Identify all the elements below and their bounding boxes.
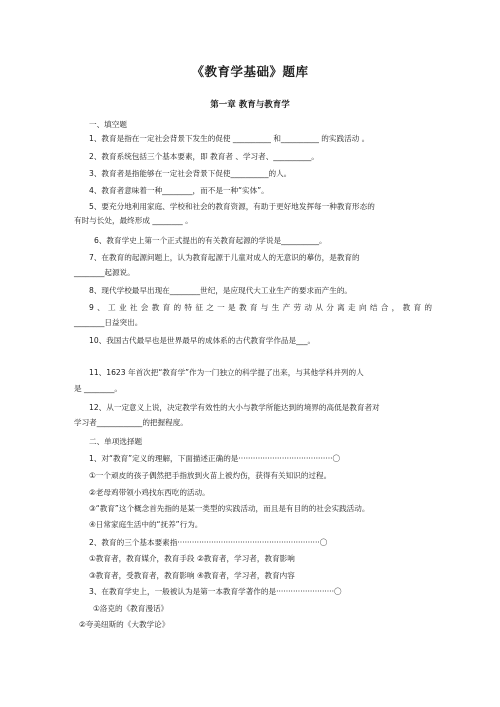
section-heading-fill-blank: 一、填空题 xyxy=(89,120,127,129)
question-line: 6、教育学史上第一个正式提出的有关教育起源的学说是__________。 xyxy=(94,236,327,245)
question-line: 有时与长处，最终形成 ________ 。 xyxy=(74,216,193,225)
option-line: ④日常家庭生活中的“抚养”行为。 xyxy=(89,520,203,529)
question-line: 8、现代学校最早出现在________世纪，是应现代大工业生产的要求而产生的。 xyxy=(89,286,353,295)
question-line: 7、在教育的起源问题上，认为教育起源于儿童对成人的无意识的摹仿，是教育的 xyxy=(89,253,360,262)
question-line: 3、在教育学史上，一般被认为是第一本教育学著作的是························〇 xyxy=(89,587,342,596)
document-title: 《教育学基础》题库 xyxy=(191,64,309,79)
section-heading-single-choice: 二、单项选择题 xyxy=(89,437,143,446)
question-line: 10、我国古代最早也是世界最早的成体系的古代教育学作品是___。 xyxy=(89,336,316,345)
option-line: ①教育者，教育媒介，教育手段 ②教育者，学习者，教育影响 xyxy=(89,554,295,563)
question-line: 9、工业社会教育的特征之一是教育与生产劳动从分离走向结合，教育的 xyxy=(89,303,432,312)
question-line: 2、教育系统包括三个基本要素，即 教育者 、学习者、__________。 xyxy=(89,152,319,161)
question-line: 4、教育者意味着一种________，而不是一种“实体”。 xyxy=(89,186,269,195)
option-line: ①洛克的《教育漫话》 xyxy=(93,604,169,613)
option-line: ②老母鸡带领小鸡找东西吃的活动。 xyxy=(89,488,210,497)
question-line: 5、要充分地利用家庭、学校和社会的教育资源，有助于更好地发挥每一种教育形态的 xyxy=(89,202,375,211)
option-line: ③教育者，受教育者，教育影响 ④教育者，学习者，教育内容 xyxy=(89,571,295,580)
question-line: 3、教育者是指能够在一定社会背景下促使__________的人。 xyxy=(89,169,292,178)
question-line: 1、教育是指在一定社会背景下发生的促使 __________ 和__________ 的实践活动 。 xyxy=(89,134,370,143)
option-line: ③“教育”这个概念首先指的是某一类型的实践活动，而且是有目的的社会实践活动。 xyxy=(89,504,370,513)
chapter-heading: 第一章 教育与教育学 xyxy=(210,100,290,110)
question-line: ________日益突出。 xyxy=(74,318,143,327)
question-line: ________起源说。 xyxy=(74,268,135,277)
question-line: 是 ________。 xyxy=(74,384,122,393)
question-line: 11、1623 年首次把“教育学”作为一门独立的科学提了出来，与其他学科并列的人 xyxy=(89,368,364,377)
question-line: 1、对“教育”定义的理解，下面描述正确的是·······································〇 xyxy=(89,454,341,463)
question-line: 2、教育的三个基本要素指···························································〇 xyxy=(89,538,328,547)
question-line: 12、从一定意义上说，决定教学有效性的大小与教学所能达到的境界的高低是教育者对 xyxy=(89,403,380,412)
option-line: ②夸美纽斯的《大教学论》 xyxy=(79,620,170,629)
question-line: 学习者____________的把握程度。 xyxy=(74,418,188,427)
option-line: ①一个顽皮的孩子偶然把手指放到火苗上被灼伤，获得有关知识的过程。 xyxy=(89,471,332,480)
